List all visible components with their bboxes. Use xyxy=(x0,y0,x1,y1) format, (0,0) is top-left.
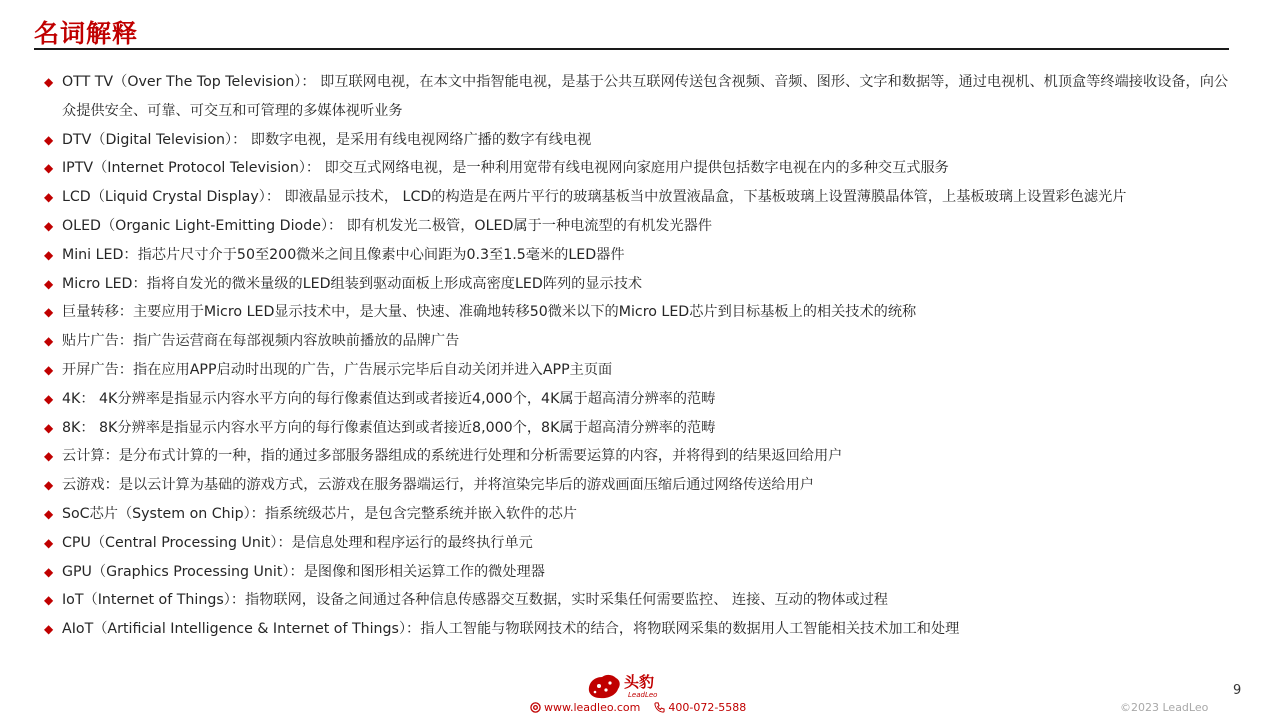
list-item xyxy=(44,241,1234,270)
phone-number xyxy=(654,701,746,714)
copyright: ©2023 LeadLeo xyxy=(1120,701,1209,714)
list-item xyxy=(44,414,1234,443)
term-text: 巨量转移：主要应用于Micro LED显示技术中，是大量、快速、准确地转移50微米以下的Micro LED芯片到目标基板上的相关技术的统称 xyxy=(62,304,917,321)
term-text: LCD（Liquid Crystal Display）： 即液晶显示技术， LCD的构造是在两片平行的玻璃基板当中放置液晶盒，下基板玻璃上设置薄膜晶体管，上基板玻璃上设置彩色滤光片 xyxy=(62,189,1127,206)
term-text: Mini LED：指芯片尺寸介于50至200微米之间且像素中心间距为0.3至1.5毫米的LED器件 xyxy=(62,246,625,263)
at-icon xyxy=(530,702,541,713)
term-text: IPTV（Internet Protocol Television）： 即交互式网络电视，是一种利用宽带有线电视网向家庭用户提供包括数字电视在内的多种交互式服务 xyxy=(62,160,949,177)
website-text: www.leadleo.com xyxy=(544,701,641,714)
term-text: GPU（Graphics Processing Unit）：是图像和图形相关运算工作的微处理器 xyxy=(62,563,545,580)
diamond-bullet-icon: ◆ xyxy=(44,334,54,349)
list-item xyxy=(44,558,1234,587)
list-item xyxy=(44,270,1234,299)
diamond-bullet-icon: ◆ xyxy=(44,535,54,550)
leopard-logo-icon xyxy=(586,671,622,701)
page-title: 名词解释 xyxy=(34,19,139,48)
title-divider xyxy=(34,48,1229,50)
term-text: 4K： 4K分辨率是指显示内容水平方向的每行像素值达到或者接近4,000个，4K属于超高清分辨率的范畴 xyxy=(62,390,716,407)
list-item xyxy=(44,500,1234,529)
footer xyxy=(0,665,1280,720)
list-item xyxy=(44,615,1234,644)
phone-icon xyxy=(654,702,665,713)
diamond-bullet-icon: ◆ xyxy=(44,362,54,377)
diamond-bullet-icon: ◆ xyxy=(44,593,54,608)
list-item xyxy=(44,385,1234,414)
diamond-bullet-icon: ◆ xyxy=(44,478,54,493)
term-text: IoT（Internet of Things）：指物联网，设备之间通过各种信息传感器交互数据，实时采集任何需要监控、 连接、互动的物体或过程 xyxy=(62,592,888,609)
term-text: OLED（Organic Light-Emitting Diode）： 即有机发光二极管，OLED属于一种电流型的有机发光器件 xyxy=(62,217,713,234)
term-text: SoC芯片（System on Chip）：指系统级芯片，是包含完整系统并嵌入软件的芯片 xyxy=(62,505,577,522)
brand-subtitle: LeadLeo xyxy=(628,691,658,699)
diamond-bullet-icon: ◆ xyxy=(44,622,54,637)
diamond-bullet-icon: ◆ xyxy=(44,276,54,291)
term-text: Micro LED：指将自发光的微米量级的LED组装到驱动面板上形成高密度LED阵列的显示技术 xyxy=(62,275,643,292)
list-item xyxy=(44,183,1234,212)
diamond-bullet-icon: ◆ xyxy=(44,506,54,521)
contact-info xyxy=(530,701,746,714)
diamond-bullet-icon: ◆ xyxy=(44,564,54,579)
term-text: 8K： 8K分辨率是指显示内容水平方向的每行像素值达到或者接近8,000个，8K属于超高清分辨率的范畴 xyxy=(62,419,716,436)
list-item xyxy=(44,442,1234,471)
term-text: 云游戏：是以云计算为基础的游戏方式，云游戏在服务器端运行，并将渲染完毕后的游戏画面压缩后通过网络传送给用户 xyxy=(62,477,814,494)
diamond-bullet-icon: ◆ xyxy=(44,391,54,406)
list-item xyxy=(44,327,1234,356)
diamond-bullet-icon: ◆ xyxy=(44,305,54,320)
term-text: DTV（Digital Television）： 即数字电视，是采用有线电视网络广播的数字有线电视 xyxy=(62,131,592,148)
term-text: AIoT（Artificial Intelligence & Internet of Things）：指人工智能与物联网技术的结合，将物联网采集的数据用人工智能相关技术加工和处理 xyxy=(62,621,960,638)
list-item xyxy=(44,298,1234,327)
phone-text: 400-072-5588 xyxy=(668,701,747,714)
page-number: 9 xyxy=(1233,683,1242,698)
brand-logo xyxy=(586,671,676,701)
diamond-bullet-icon: ◆ xyxy=(44,247,54,262)
list-item xyxy=(44,68,1234,126)
term-text: OTT TV（Over The Top Television）： 即互联网电视，在本文中指智能电视，是基于公共互联网传送包含视频、音频、图形、文字和数据等，通过电视机、机顶盒等终端接收设备，向公众提供安全、可靠、可交互和可管理的多媒体视听业务 xyxy=(62,74,1229,119)
diamond-bullet-icon: ◆ xyxy=(44,75,54,89)
diamond-bullet-icon: ◆ xyxy=(44,218,54,233)
term-text: 开屏广告：指在应用APP启动时出现的广告，广告展示完毕后自动关闭并进入APP主页面 xyxy=(62,361,613,378)
brand-name: 头豹 xyxy=(624,673,655,691)
diamond-bullet-icon: ◆ xyxy=(44,190,54,205)
website-link[interactable] xyxy=(530,701,640,714)
list-item xyxy=(44,154,1234,183)
term-text: 贴片广告：指广告运营商在每部视频内容放映前播放的品牌广告 xyxy=(62,333,460,350)
diamond-bullet-icon: ◆ xyxy=(44,420,54,435)
diamond-bullet-icon: ◆ xyxy=(44,449,54,464)
list-item xyxy=(44,471,1234,500)
list-item xyxy=(44,356,1234,385)
term-text: 云计算：是分布式计算的一种，指的通过多部服务器组成的系统进行处理和分析需要运算的内容，并将得到的结果返回给用户 xyxy=(62,448,843,465)
list-item xyxy=(44,529,1234,558)
glossary-list xyxy=(44,68,1234,644)
list-item xyxy=(44,586,1234,615)
term-text: CPU（Central Processing Unit）：是信息处理和程序运行的最终执行单元 xyxy=(62,534,533,551)
diamond-bullet-icon: ◆ xyxy=(44,132,54,147)
list-item xyxy=(44,126,1234,155)
diamond-bullet-icon: ◆ xyxy=(44,161,54,176)
list-item xyxy=(44,212,1234,241)
